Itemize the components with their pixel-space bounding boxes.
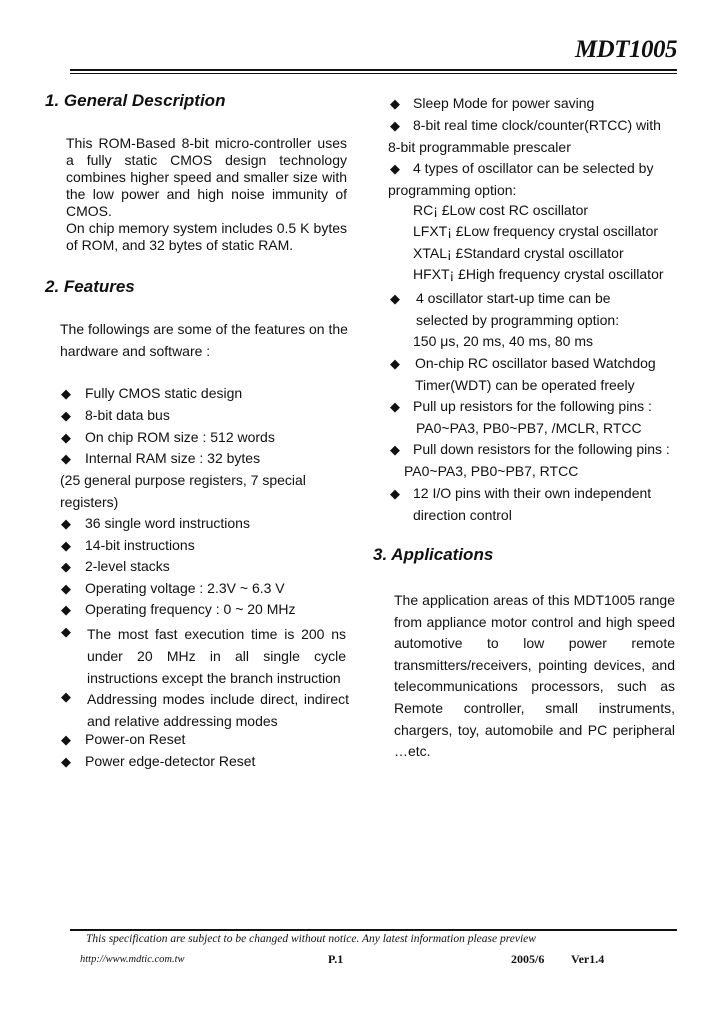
feature-pulldown-line-2: PA0~PA3, PB0~PB7, RTCC xyxy=(404,463,579,479)
feature-item: Internal RAM size : 32 bytes xyxy=(85,450,261,466)
document-title: MDT1005 xyxy=(574,36,677,63)
diamond-bullet-icon: ◆ xyxy=(390,96,400,111)
feature-note-line-2: registers) xyxy=(60,494,119,510)
diamond-bullet-icon: ◆ xyxy=(61,559,71,574)
feature-io-line-2: direction control xyxy=(413,507,512,523)
diamond-bullet-icon: ◆ xyxy=(390,291,400,306)
feature-startup-values: 150 μs, 20 ms, 40 ms, 80 ms xyxy=(413,333,594,349)
feature-io-line-1: 12 I/O pins with their own independent xyxy=(413,485,652,501)
feature-item: Power-on Reset xyxy=(85,731,186,747)
footer-date: 2005/6 xyxy=(511,952,545,966)
feature-pullup-line-1: Pull up resistors for the following pins : xyxy=(413,398,652,414)
oscillator-type-xtal: XTAL¡ £Standard crystal oscillator xyxy=(413,245,624,261)
feature-addressing-modes: Addressing modes include direct, indirect and relative addressing modes xyxy=(87,691,349,729)
feature-sleep-mode: Sleep Mode for power saving xyxy=(413,95,595,111)
diamond-bullet-icon: ◆ xyxy=(61,602,71,617)
feature-oscillator-line-2: programming option: xyxy=(388,182,517,198)
diamond-bullet-icon: ◆ xyxy=(61,386,71,401)
feature-pulldown-line-1: Pull down resistors for the following pins : xyxy=(413,441,670,457)
diamond-bullet-icon: ◆ xyxy=(61,538,71,553)
feature-wdt-line-1: On-chip RC oscillator based Watchdog xyxy=(415,355,656,371)
oscillator-type-lfxt: LFXT¡ £Low frequency crystal oscillator xyxy=(413,223,659,239)
diamond-bullet-icon: ◆ xyxy=(390,442,400,457)
diamond-bullet-icon: ◆ xyxy=(61,689,71,704)
diamond-bullet-icon: ◆ xyxy=(61,408,71,423)
feature-item: 36 single word instructions xyxy=(85,515,250,531)
general-paragraph-2: On chip memory system includes 0.5 K bytes of ROM, and 32 bytes of static RAM. xyxy=(66,220,347,253)
diamond-bullet-icon: ◆ xyxy=(61,451,71,466)
feature-item: Operating voltage : 2.3V ~ 6.3 V xyxy=(85,580,285,596)
oscillator-type-hfxt: HFXT¡ £High frequency crystal oscillator xyxy=(413,266,664,282)
header-rule xyxy=(70,69,677,71)
footer-page-number: P.1 xyxy=(328,952,344,966)
diamond-bullet-icon: ◆ xyxy=(61,624,71,639)
feature-item: 2-level stacks xyxy=(85,558,170,574)
features-intro-line-2: hardware and software : xyxy=(60,343,211,359)
section-heading-features: 2. Features xyxy=(45,277,135,296)
features-intro-line-1: The followings are some of the features on the xyxy=(60,321,348,337)
general-paragraph-1: This ROM-Based 8-bit micro-controller uses a fully static CMOS design technology combines higher speed and smaller size with the low power and high noise immunity of CMOS. xyxy=(66,135,347,219)
feature-item: On chip ROM size : 512 words xyxy=(85,429,275,445)
feature-item: 8-bit data bus xyxy=(85,407,170,423)
footer-url[interactable]: http://www.mdtic.com.tw xyxy=(80,954,185,965)
section-heading-applications: 3. Applications xyxy=(373,545,494,564)
footer-notice: This specification are subject to be changed without notice. Any latest information please preview xyxy=(86,933,536,945)
diamond-bullet-icon: ◆ xyxy=(61,732,71,747)
feature-wdt-line-2: Timer(WDT) can be operated freely xyxy=(415,377,635,393)
diamond-bullet-icon: ◆ xyxy=(390,118,400,133)
diamond-bullet-icon: ◆ xyxy=(390,161,400,176)
feature-item: Fully CMOS static design xyxy=(85,385,243,401)
diamond-bullet-icon: ◆ xyxy=(61,516,71,531)
header-rule-thin xyxy=(70,73,677,74)
oscillator-type-rc: RC¡ £Low cost RC oscillator xyxy=(413,202,589,218)
feature-startup-line-2: selected by programming option: xyxy=(416,312,620,328)
footer-version: Ver1.4 xyxy=(571,952,605,966)
feature-item: Operating frequency : 0 ~ 20 MHz xyxy=(85,601,296,617)
diamond-bullet-icon: ◆ xyxy=(61,430,71,445)
diamond-bullet-icon: ◆ xyxy=(61,581,71,596)
feature-item: Power edge-detector Reset xyxy=(85,753,256,769)
feature-startup-line-1: 4 oscillator start-up time can be xyxy=(416,290,611,306)
diamond-bullet-icon: ◆ xyxy=(390,486,400,501)
diamond-bullet-icon: ◆ xyxy=(61,754,71,769)
footer-rule xyxy=(70,929,677,931)
feature-item: 14-bit instructions xyxy=(85,537,195,553)
section-heading-general: 1. General Description xyxy=(45,91,226,110)
diamond-bullet-icon: ◆ xyxy=(390,356,400,371)
feature-note-line-1: (25 general purpose registers, 7 special xyxy=(60,472,306,488)
applications-paragraph: The application areas of this MDT1005 range from appliance motor control and high speed automotive to low power remote transmitters/receivers, pointing devices, and telecommunications processors, such as Remote controller, small instruments, chargers, toy, automobile and PC peripheral …etc. xyxy=(394,592,675,760)
feature-oscillator-line-1: 4 types of oscillator can be selected by xyxy=(413,160,654,176)
feature-pullup-line-2: PA0~PA3, PB0~PB7, /MCLR, RTCC xyxy=(416,420,642,436)
feature-fast-execution: The most fast execution time is 200 ns under 20 MHz in all single cycle instructions except the branch instruction xyxy=(87,626,346,686)
feature-rtcc-line-2: 8-bit programmable prescaler xyxy=(388,139,571,155)
diamond-bullet-icon: ◆ xyxy=(390,399,400,414)
feature-rtcc-line-1: 8-bit real time clock/counter(RTCC) with xyxy=(413,117,661,133)
